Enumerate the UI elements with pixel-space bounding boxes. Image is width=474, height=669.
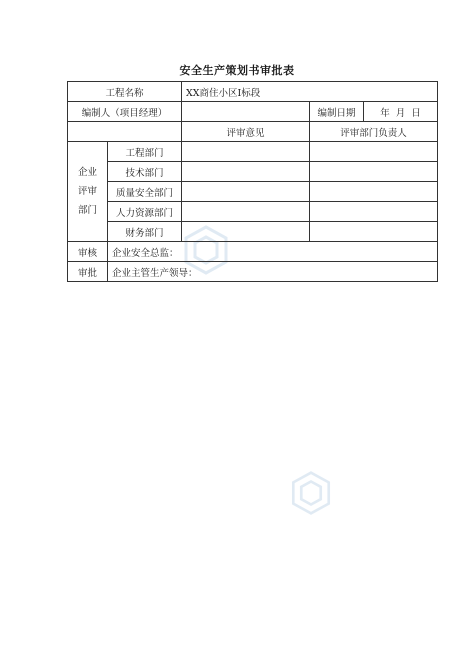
review-row — [68, 242, 438, 262]
dept-opinion-cell[interactable] — [182, 162, 310, 182]
approval-form-table — [67, 81, 438, 282]
dept-opinion-cell[interactable] — [182, 182, 310, 202]
dept-row — [68, 222, 438, 242]
header-row — [68, 122, 438, 142]
compiler-row — [68, 102, 438, 122]
review-label: 审核 — [68, 242, 108, 262]
opinion-header: 评审意见 — [182, 122, 310, 142]
compile-date-label: 编制日期 — [310, 102, 364, 122]
compile-date-value[interactable]: 年 月 日 — [364, 102, 438, 122]
compiler-label: 编制人（项目经理） — [68, 102, 182, 122]
document-title: 安全生产策划书审批表 — [179, 64, 295, 77]
dept-responsible-cell[interactable] — [310, 202, 438, 222]
dept-name: 质量安全部门 — [108, 182, 182, 202]
dept-name: 工程部门 — [108, 142, 182, 162]
dept-row — [68, 202, 438, 222]
dept-responsible-cell[interactable] — [310, 142, 438, 162]
watermark-logo-icon — [288, 470, 334, 516]
dept-name: 技术部门 — [108, 162, 182, 182]
dept-name: 财务部门 — [108, 222, 182, 242]
compiler-value[interactable] — [182, 102, 310, 122]
dept-opinion-cell[interactable] — [182, 222, 310, 242]
dept-responsible-cell[interactable] — [310, 222, 438, 242]
project-name-label: 工程名称 — [68, 82, 182, 102]
dept-group-line: 部门 — [77, 205, 97, 216]
dept-responsible-cell[interactable] — [310, 182, 438, 202]
approve-value[interactable]: 企业主管生产领导： — [108, 262, 438, 282]
dept-row — [68, 182, 438, 202]
review-value[interactable]: 企业安全总监： — [108, 242, 438, 262]
dept-group-line: 评审 — [77, 186, 97, 197]
project-row — [68, 82, 438, 102]
approve-label: 审批 — [68, 262, 108, 282]
header-blank-cell — [68, 122, 182, 142]
dept-opinion-cell[interactable] — [182, 202, 310, 222]
responsible-header: 评审部门负责人 — [310, 122, 438, 142]
dept-name: 人力资源部门 — [108, 202, 182, 222]
project-name-value[interactable]: XX商住小区Ⅰ标段 — [182, 82, 438, 102]
dept-row — [68, 162, 438, 182]
dept-group-label — [68, 142, 108, 242]
dept-group-line: 企业 — [77, 167, 97, 178]
dept-row — [68, 142, 438, 162]
dept-responsible-cell[interactable] — [310, 162, 438, 182]
dept-opinion-cell[interactable] — [182, 142, 310, 162]
approve-row — [68, 262, 438, 282]
